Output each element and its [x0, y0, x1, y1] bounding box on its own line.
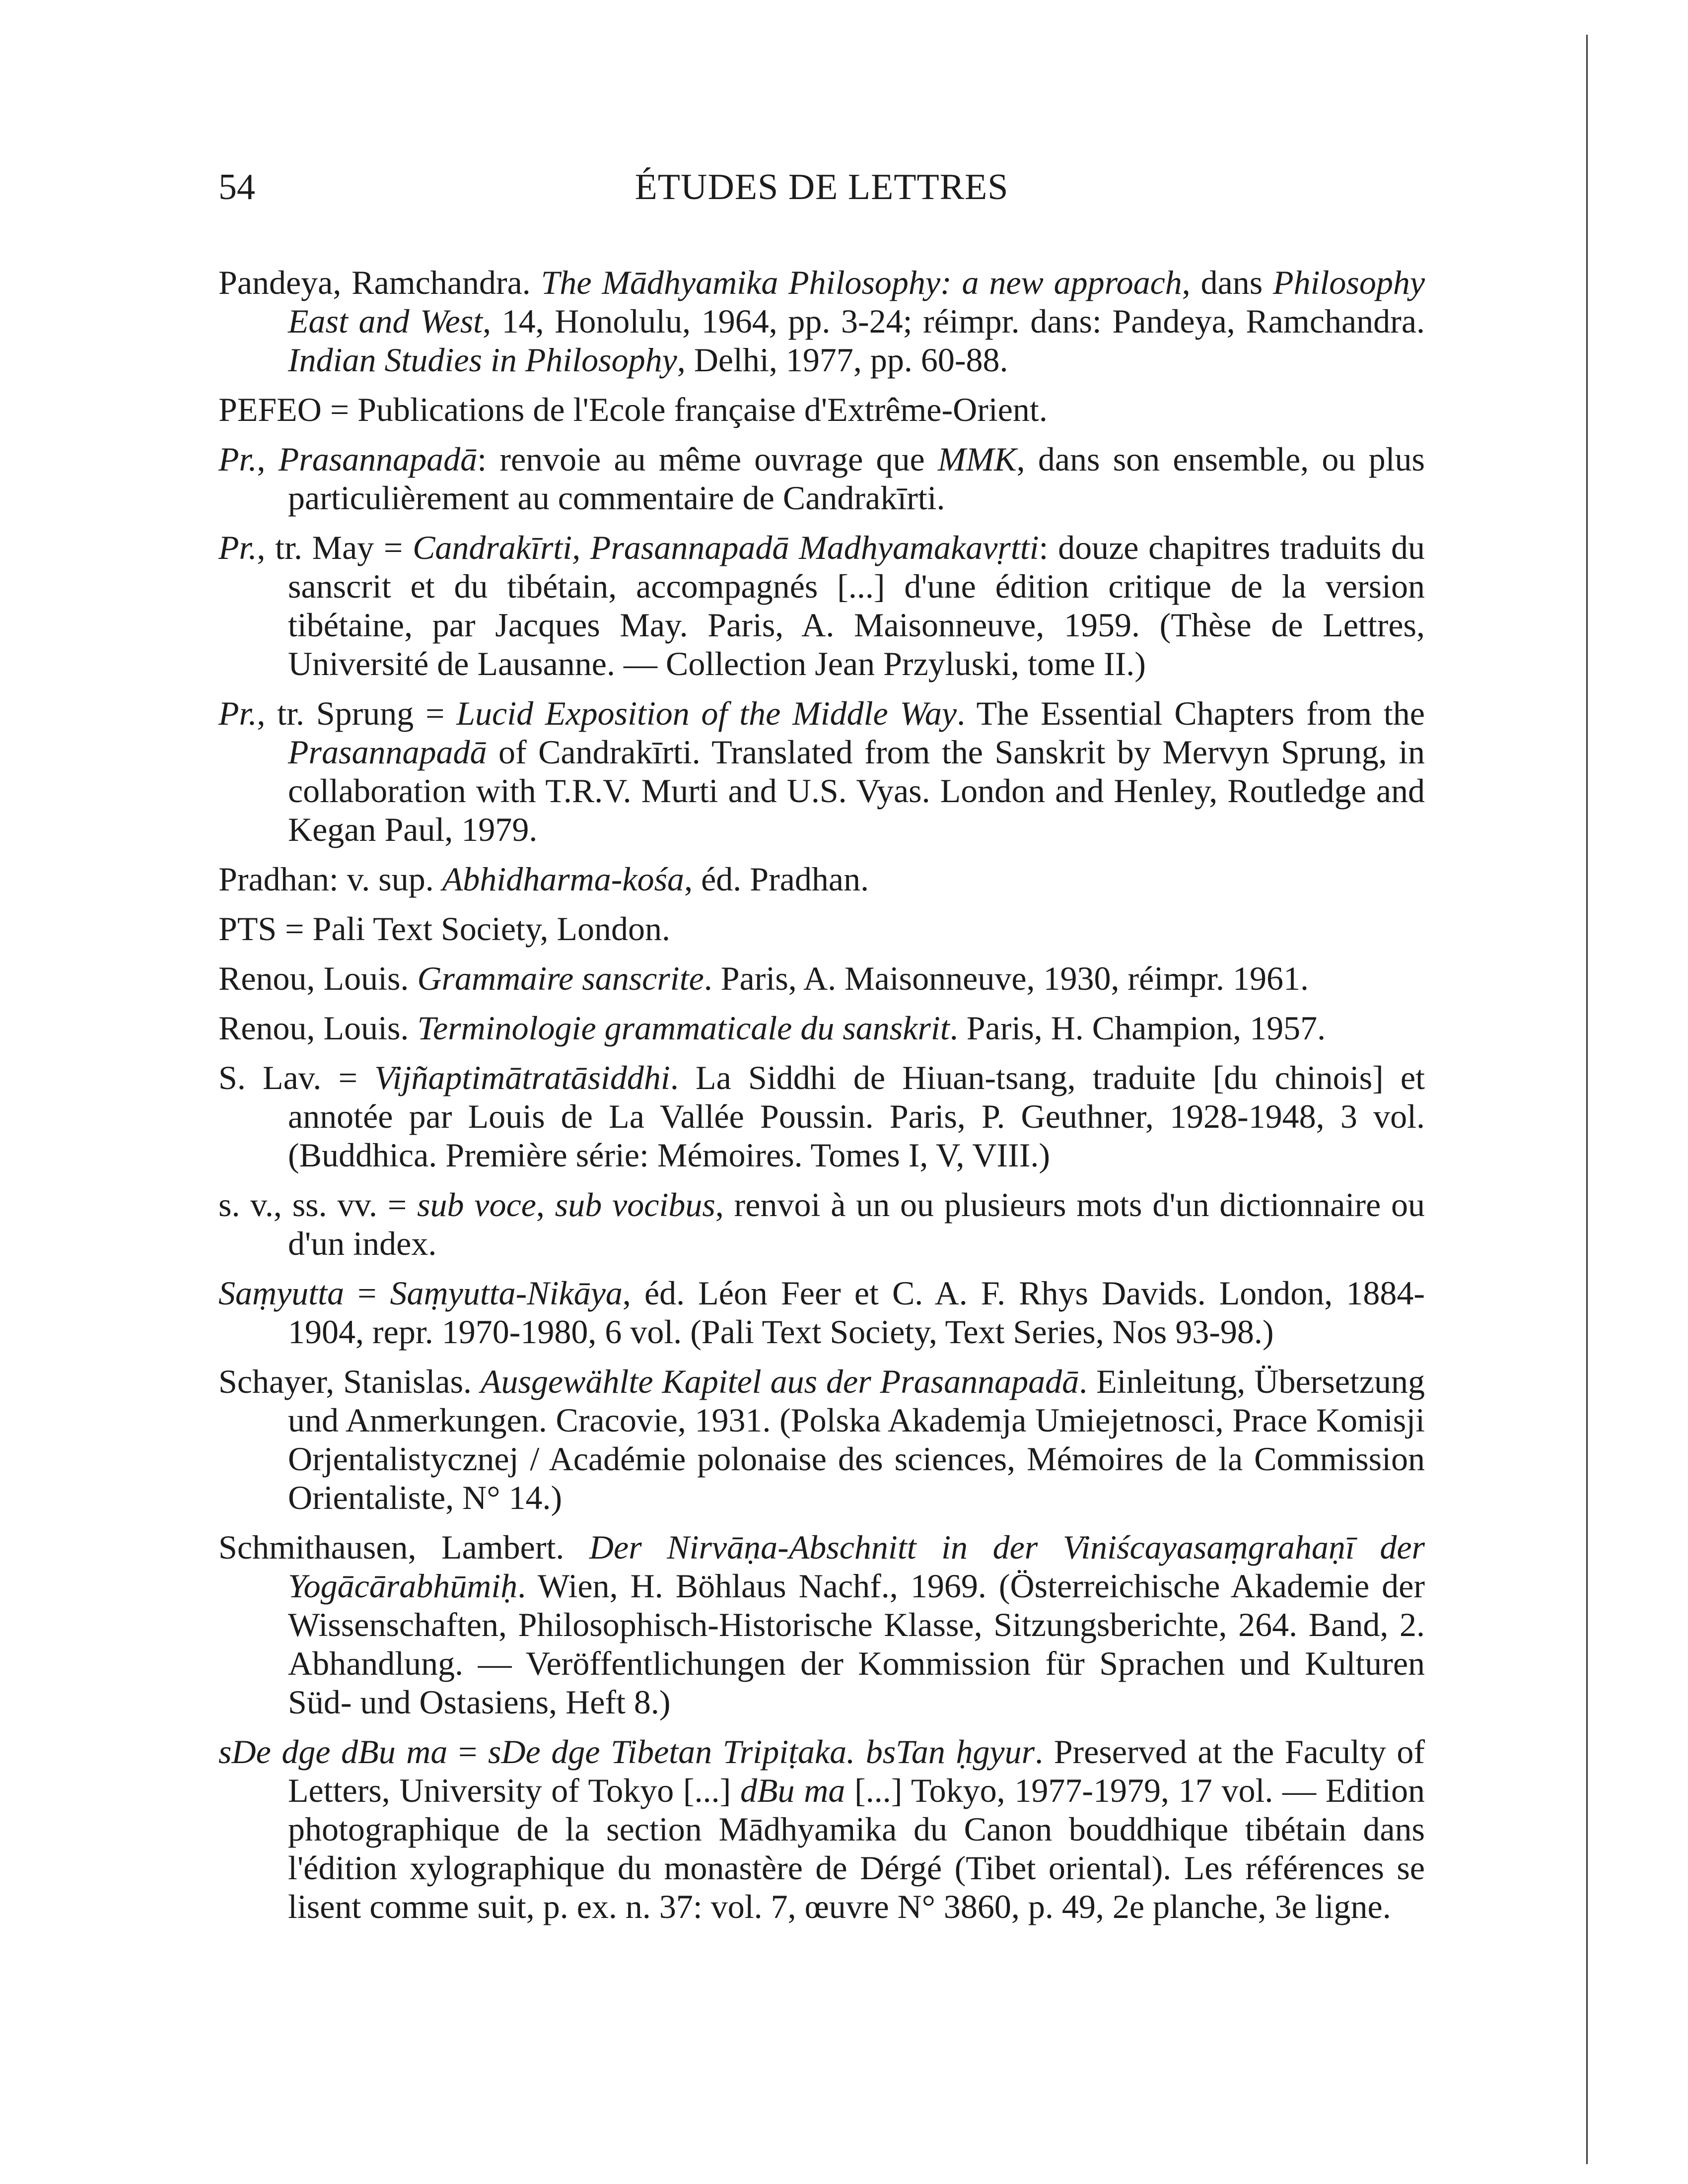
entry-text: PEFEO = Publications de l'Ecole française d'Extrême-Orient.	[218, 391, 1048, 428]
entry-title: Vijñaptimātratāsiddhi	[374, 1059, 670, 1096]
bibliography-entry	[218, 390, 1425, 429]
entry-text: . Paris, A. Maisonneuve, 1930, réimpr. 1961.	[703, 959, 1309, 997]
entry-title: Philosophy East and West	[288, 264, 1425, 340]
bibliography-entry	[218, 263, 1425, 379]
page-number: 54	[218, 167, 255, 207]
entry-text: =	[344, 1274, 390, 1312]
entry-title: Indian Studies in Philosophy	[288, 341, 677, 379]
entry-text: : douze chapitres traduits du sanscrit et du tibétain, accompagnés [...] d'une édition critique de la version tibétaine, par Jacques May. Paris, A. Maisonneuve, 1959. (Thèse de Lettres, Université de Lausanne. — Collection Jean Przyluski, tome II.)	[288, 529, 1425, 682]
entry-title: sDe dge dBu ma	[218, 1733, 448, 1771]
bibliography-entry	[218, 1732, 1425, 1926]
entry-text: [...] Tokyo, 1977-1979, 17 vol. — Edition photographique de la section Mādhyamika du Canon bouddhique tibétain dans l'édition xylographique du monastère de Dérgé (Tibet oriental). Les références se lisent comme suit, p. ex. n. 37: vol. 7, œuvre N° 3860, p. 49, 2e planche, 3e ligne.	[288, 1772, 1425, 1925]
entry-text: . The Essential Chapters from the	[957, 694, 1425, 732]
entry-text: , dans	[1182, 264, 1273, 301]
entry-title: Terminologie grammaticale du sanskrit	[417, 1009, 950, 1047]
entry-text: ,	[536, 1186, 555, 1224]
bibliography-entry	[218, 694, 1425, 849]
entry-text: Renou, Louis.	[218, 959, 418, 997]
entry-text: , éd. Léon Feer et C. A. F. Rhys Davids. London, 1884-1904, repr. 1970-1980, 6 vol. (Pali Text Society, Text Series, Nos 93-98.)	[288, 1274, 1425, 1351]
entry-text: . Preserved at the Faculty of Letters, University of Tokyo [...]	[288, 1733, 1425, 1809]
entry-text: Schayer, Stanislas.	[218, 1363, 481, 1400]
entry-title: Pr.	[218, 440, 257, 478]
entry-title: Prasannapadā	[288, 733, 487, 771]
entry-title: Saṃyutta-Nikāya	[390, 1274, 623, 1312]
running-title: ÉTUDES DE LETTRES	[634, 167, 1009, 207]
entry-text: , tr. May =	[257, 529, 413, 566]
entry-title: Grammaire sanscrite	[417, 959, 704, 997]
entry-text: , dans son ensemble, ou plus particulièrement au commentaire de Candrakīrti.	[288, 440, 1425, 517]
entry-title: sub vocibus	[555, 1186, 715, 1224]
bibliography-entry	[218, 1185, 1425, 1263]
bibliography-entry	[218, 1528, 1425, 1721]
entry-text: of Candrakīrti. Translated from the Sanskrit by Mervyn Sprung, in collaboration with T.R.V. Murti and U.S. Vyas. London and Henley, Routledge and Kegan Paul, 1979.	[288, 733, 1425, 848]
bibliography-entry	[218, 959, 1425, 998]
entry-title: Abhidharma-kośa	[442, 860, 685, 898]
entry-title: MMK	[937, 440, 1017, 478]
entry-text: , renvoi à un ou plusieurs mots d'un dictionnaire ou d'un index.	[288, 1186, 1425, 1262]
entry-text: ,	[257, 440, 279, 478]
bibliography-entry	[218, 440, 1425, 517]
entry-title: Lucid Exposition of the Middle Way	[456, 694, 957, 732]
bibliography-entry	[218, 909, 1425, 948]
entry-text: Pradhan: v. sup.	[218, 860, 442, 898]
page-edge-rule	[1586, 35, 1588, 2164]
entry-text: . Paris, H. Champion, 1957.	[949, 1009, 1326, 1047]
entry-text: , Delhi, 1977, pp. 60-88.	[677, 341, 1008, 379]
entry-text: , 14, Honolulu, 1964, pp. 3-24; réimpr. dans: Pandeya, Ramchandra.	[483, 302, 1425, 340]
entry-title: Der Nirvāṇa-Abschnitt in der Viniścayasaṃgrahaṇī der Yogācārabhūmiḥ	[288, 1528, 1425, 1605]
entry-text: , éd. Pradhan.	[684, 860, 869, 898]
entry-title: sub voce	[417, 1186, 536, 1224]
entry-text: PTS = Pali Text Society, London.	[218, 910, 671, 948]
entry-text: Renou, Louis.	[218, 1009, 418, 1047]
entry-title: Candrakīrti, Prasannapadā Madhyamakavṛtti	[413, 529, 1039, 566]
entry-title: Prasannapadā	[278, 440, 478, 478]
bibliography-entry	[218, 1009, 1425, 1047]
page-header	[218, 166, 1425, 211]
bibliography-entry	[218, 1362, 1425, 1517]
entry-text: , tr. Sprung =	[257, 694, 457, 732]
entry-text: . La Siddhi de Hiuan-tsang, traduite [du chinois] et annotée par Louis de La Vallée Poussin. Paris, P. Geuthner, 1928-1948, 3 vol. (Buddhica. Première série: Mémoires. Tomes I, V, VIII.)	[288, 1059, 1425, 1174]
entry-text: S. Lav. =	[218, 1059, 375, 1096]
entry-text: =	[447, 1733, 488, 1771]
bibliography-list	[218, 263, 1425, 1937]
bibliography-entry	[218, 1274, 1425, 1351]
entry-title: Saṃyutta	[218, 1274, 345, 1312]
entry-text: Schmithausen, Lambert.	[218, 1528, 589, 1566]
entry-text: . Wien, H. Böhlaus Nachf., 1969. (Österreichische Akademie der Wissenschaften, Philosophisch-Historische Klasse, Sitzungsberichte, 264. Band, 2. Abhandlung. — Veröffentlichungen der Kommission für Sprachen und Kulturen Süd- und Ostasiens, Heft 8.)	[288, 1567, 1425, 1721]
entry-text: : renvoie au même ouvrage que	[477, 440, 938, 478]
bibliography-entry	[218, 528, 1425, 683]
entry-text: s. v., ss. vv. =	[218, 1186, 418, 1224]
entry-title: The Mādhyamika Philosophy: a new approach	[541, 264, 1182, 301]
bibliography-entry	[218, 1058, 1425, 1174]
entry-title: sDe dge Tibetan Tripiṭaka. bsTan ḥgyur	[488, 1733, 1035, 1771]
entry-title: dBu ma	[740, 1772, 845, 1809]
entry-title: Pr.	[218, 529, 257, 566]
entry-title: Ausgewählte Kapitel aus der Prasannapadā	[481, 1363, 1079, 1400]
entry-text: Pandeya, Ramchandra.	[218, 264, 541, 301]
entry-title: Pr.	[218, 694, 257, 732]
bibliography-entry	[218, 860, 1425, 898]
entry-text: . Einleitung, Übersetzung und Anmerkungen. Cracovie, 1931. (Polska Akademja Umiejetnosci, Prace Komisji Orjentalistycznej / Académie polonaise des sciences, Mémoires de la Commission Orientaliste, N° 14.)	[288, 1363, 1425, 1516]
